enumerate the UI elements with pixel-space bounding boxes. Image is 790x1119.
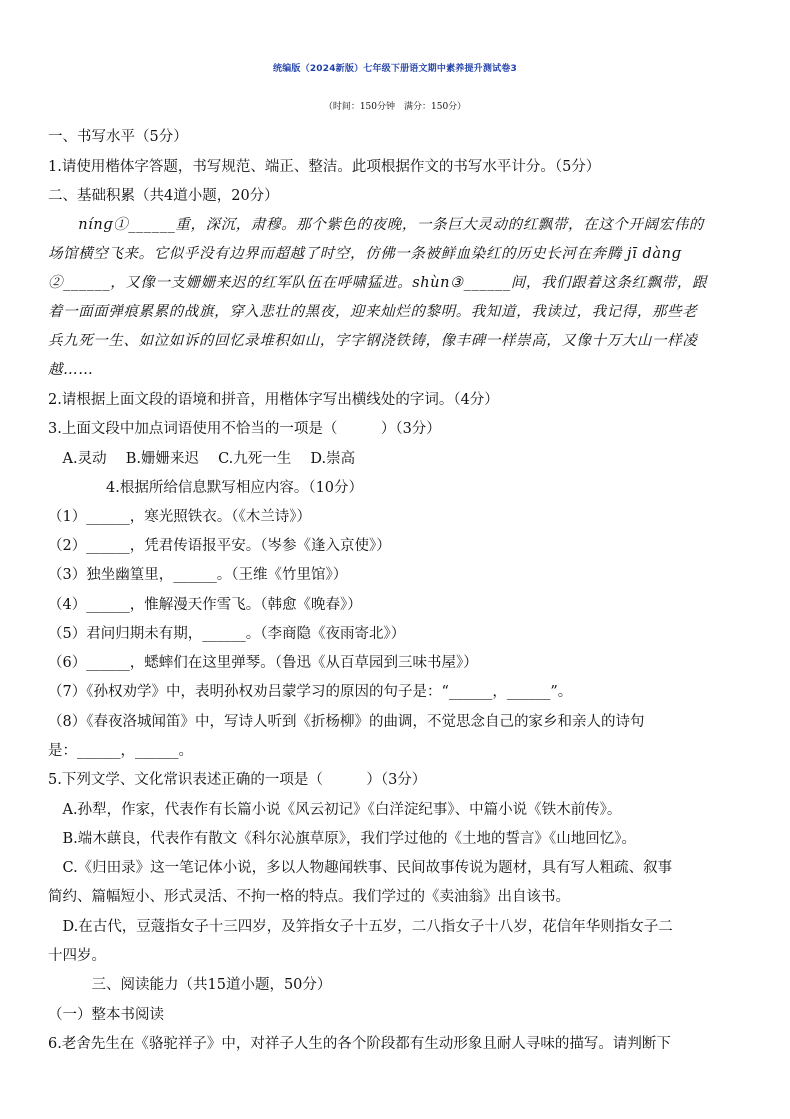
passage-line: ②______，又像一支姗姗来迟的红军队伍在呼啸猛进。shùn③______间，我们跟着这条红飘带，跟 <box>48 275 708 291</box>
passage-line: 着一面面弹痕累累的战旗，穿入悲壮的黑夜，迎来灿烂的黎明。我知道，我读过，我记得，那些老 <box>48 304 698 320</box>
question-3: 3.上面文段中加点词语使用不恰当的一项是（ ）（3分） <box>48 421 441 437</box>
question-4-item: （3）独坐幽篁里，______。（王维《竹里馆》） <box>48 567 348 583</box>
question-4-item: （1）______，寒光照铁衣。（《木兰诗》） <box>48 509 311 525</box>
question-4-item: （6）______，蟋蟀们在这里弹琴。（鲁迅《从百草园到三味书屋》） <box>48 655 478 671</box>
question-6: 6.老舍先生在《骆驼祥子》中，对祥子人生的各个阶段都有生动形象且耐人寻味的描写。请判断下 <box>48 1036 671 1052</box>
question-4-item: （5）君问归期未有期，______。（李商隐《夜雨寄北》） <box>48 626 406 642</box>
passage-line: 兵九死一生、如泣如诉的回忆录堆积如山，字字钢浇铁铸，像丰碑一样崇高，又像十万大山一样凌 <box>48 333 698 349</box>
question-5-option-d: D.在古代，豆蔻指女子十三四岁，及笄指女子十五岁，二八指女子十八岁，花信年华则指女子二 <box>48 919 673 935</box>
question-1: 1.请使用楷体字答题，书写规范、端正、整洁。此项根据作文的书写水平计分。（5分） <box>48 159 601 175</box>
passage-line: 越…… <box>48 362 94 378</box>
question-4-item-cont: 是：______，______。 <box>48 743 193 759</box>
question-4-item: （8）《春夜洛城闻笛》中，写诗人听到《折杨柳》的曲调，不觉思念自己的家乡和亲人的诗句 <box>48 714 645 730</box>
question-5-option-b: B.端木蕻良，代表作有散文《科尔沁旗草原》，我们学过他的《土地的誓言》《山地回忆》。 <box>48 831 637 847</box>
question-4-item: （4）______，惟解漫天作雪飞。（韩愈《晚春》） <box>48 597 362 613</box>
question-5-option-d-cont: 十四岁。 <box>48 948 106 964</box>
passage-line: 场馆横空飞来。它似乎没有边界而超越了时空，仿佛一条被鲜血染红的历史长河在奔腾 jī dànɡ <box>48 246 682 262</box>
section-3-heading: 三、阅读能力（共15道小题，50分） <box>48 977 332 993</box>
question-4: 4.根据所给信息默写相应内容。（10分） <box>48 480 364 496</box>
exam-subtitle: （时间：150分钟 满分：150分） <box>323 102 467 112</box>
section-1-heading: 一、书写水平（5分） <box>48 129 188 145</box>
section-2-heading: 二、基础积累（共4道小题，20分） <box>48 188 279 204</box>
question-4-item: （2）______，凭君传语报平安。（岑参《逢入京使》） <box>48 538 391 554</box>
question-5-option-c: C.《归田录》这一笔记体小说，多以人物趣闻轶事、民间故事传说为题材，具有写人粗疏、叙事 <box>48 860 673 876</box>
subsection-heading: （一）整本书阅读 <box>48 1007 164 1023</box>
question-2: 2.请根据上面文段的语境和拼音，用楷体字写出横线处的字词。（4分） <box>48 392 499 408</box>
question-5: 5.下列文学、文化常识表述正确的一项是（ ）（3分） <box>48 772 427 788</box>
question-5-option-a: A.孙犁，作家，代表作有长篇小说《风云初记》《白洋淀纪事》、中篇小说《铁木前传》。 <box>48 802 622 818</box>
question-3-options: A.灵动 B.姗姗来迟 C.九死一生 D.崇高 <box>48 451 356 467</box>
question-4-item: （7）《孙权劝学》中，表明孙权劝吕蒙学习的原因的句子是：“______，______”。 <box>48 684 573 700</box>
passage-line: nínɡ①______重，深沉，肃穆。那个紫色的夜晚，一条巨大灵动的红飘带，在这个开阔宏伟的 <box>48 217 704 233</box>
question-5-option-c-cont: 简约、篇幅短小、形式灵活、不拘一格的特点。我们学过的《卖油翁》出自该书。 <box>48 889 570 905</box>
exam-title: 统编版（2024新版）七年级下册语文期中素养提升测试卷3 <box>273 64 517 74</box>
